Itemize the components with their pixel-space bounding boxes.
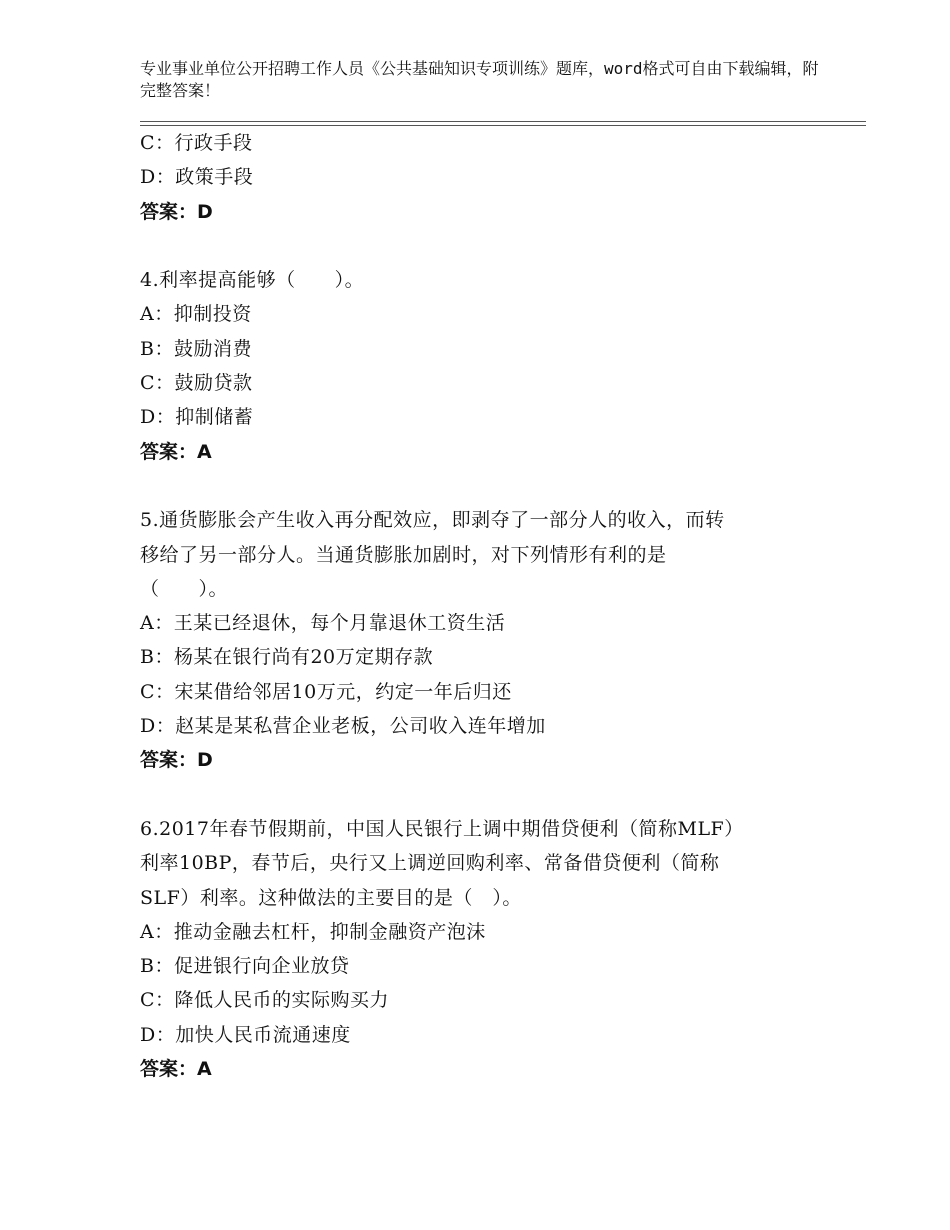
question-stem-line: 6.2017年春节假期前，中国人民银行上调中期借贷便利（简称MLF） [140,817,744,840]
option-d: D：加快人民币流通速度 [140,1023,351,1046]
spacer [140,778,840,812]
option-c: C：宋某借给邻居10万元，约定一年后归还 [140,680,512,703]
question-stem-line: SLF）利率。这种做法的主要目的是（ ）。 [140,886,522,909]
option-a: A：抑制投资 [140,303,252,326]
spacer [140,229,840,263]
option-c: C：降低人民币的实际购买力 [140,989,390,1012]
question-4 [140,263,840,469]
question-3-continued [140,126,840,229]
option-a: A：王某已经退休，每个月靠退休工资生活 [140,612,506,635]
answer: 答案：A [140,440,212,463]
option-b: B：促进银行向企业放贷 [140,955,350,978]
answer: 答案：D [140,749,213,772]
spacer [140,469,840,503]
question-stem-line: 利率10BP，春节后，央行又上调逆回购利率、常备借贷便利（简称 [140,852,720,875]
option-c: C：行政手段 [140,132,253,154]
question-stem-line: （ ）。 [140,577,229,600]
question-5 [140,503,840,777]
question-stem-line: 5.通货膨胀会产生收入再分配效应，即剥夺了一部分人的收入，而转 [140,509,725,532]
answer: 答案：D [140,200,213,223]
document-header [140,58,820,102]
option-b: B：杨某在银行尚有20万定期存款 [140,646,434,669]
header-title: 专业事业单位公开招聘工作人员《公共基础知识专项训练》题库，word格式可自由下载编辑，附完整答案！ [140,59,819,100]
option-b: B：鼓励消费 [140,337,252,360]
option-a: A：推动金融去杠杆，抑制金融资产泡沫 [140,920,486,943]
option-d: D：赵某是某私营企业老板，公司收入连年增加 [140,715,546,738]
answer: 答案：A [140,1058,212,1081]
question-6 [140,812,840,1086]
option-d: D：政策手段 [140,166,254,189]
question-stem: 4.利率提高能够（ ）。 [140,269,365,292]
option-c: C：鼓励贷款 [140,372,253,395]
question-stem-line: 移给了另一部分人。当通货膨胀加剧时，对下列情形有利的是 [140,543,667,566]
option-d: D：抑制储蓄 [140,406,254,429]
question-list [140,126,840,1086]
